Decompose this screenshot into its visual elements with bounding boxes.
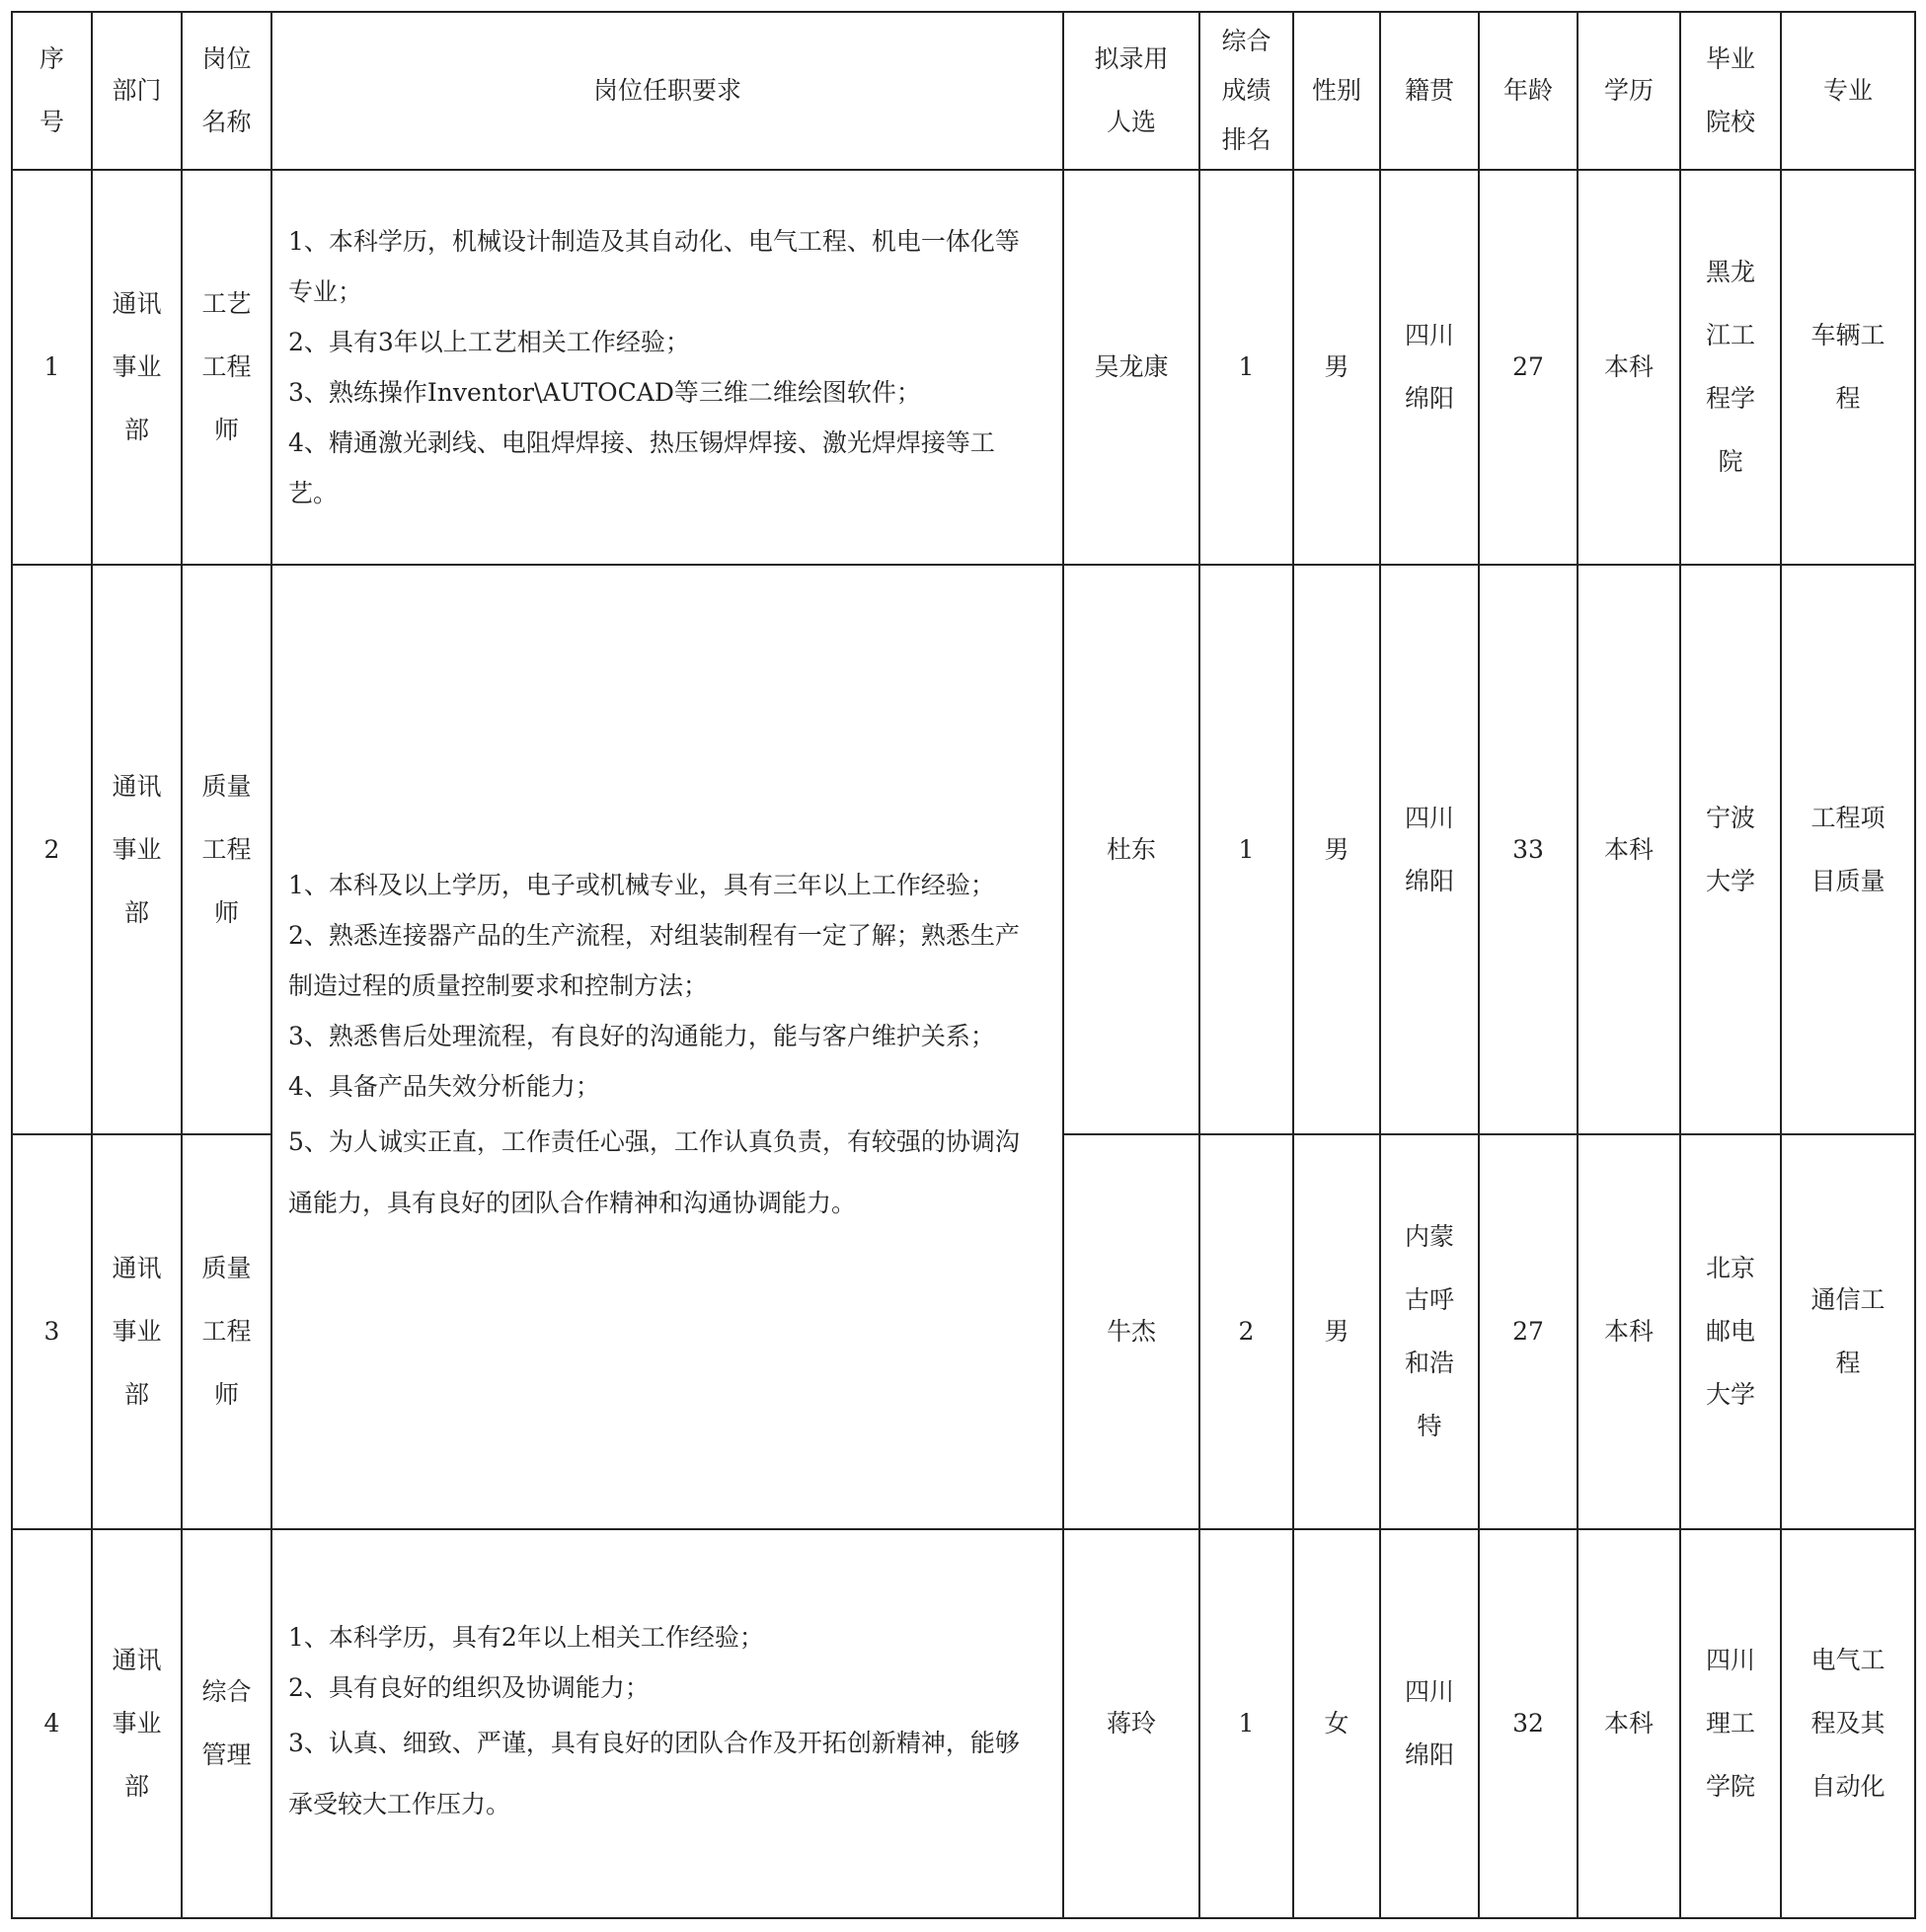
requirement-line: 3、熟悉售后处理流程，有良好的沟通能力，能与客户维护关系；	[288, 1022, 995, 1050]
cell-seq: 3	[12, 1134, 92, 1529]
cell-school: 黑龙 江工 程学 院	[1680, 170, 1781, 565]
cell-rank: 2	[1199, 1134, 1293, 1529]
requirement-line: 2、熟悉连接器产品的生产流程，对组装制程有一定了解；熟悉生产制造过程的质量控制要求和控制方法；	[288, 921, 1020, 1000]
requirement-line: 4、具备产品失效分析能力；	[288, 1072, 600, 1101]
cell-candidate: 牛杰	[1063, 1134, 1199, 1529]
cell-age: 27	[1479, 1134, 1578, 1529]
cell-edu: 本科	[1578, 565, 1680, 1134]
cell-gender: 女	[1293, 1529, 1380, 1918]
cell-major: 通信工 程	[1781, 1134, 1915, 1529]
cell-major: 工程项 目质量	[1781, 565, 1915, 1134]
header-major: 专业	[1781, 12, 1915, 170]
cell-dept: 通讯 事业 部	[92, 1134, 182, 1529]
header-school: 毕业 院校	[1680, 12, 1781, 170]
cell-post: 质量 工程 师	[182, 1134, 271, 1529]
cell-gender: 男	[1293, 565, 1380, 1134]
requirement-line: 1、本科学历，具有2年以上相关工作经验；	[288, 1623, 764, 1652]
cell-post: 综合 管理	[182, 1529, 271, 1918]
cell-seq: 1	[12, 170, 92, 565]
cell-candidate: 蒋玲	[1063, 1529, 1199, 1918]
header-gender: 性别	[1293, 12, 1380, 170]
cell-candidate: 吴龙康	[1063, 170, 1199, 565]
cell-candidate: 杜东	[1063, 565, 1199, 1134]
cell-school: 宁波 大学	[1680, 565, 1781, 1134]
cell-seq: 4	[12, 1529, 92, 1918]
recruitment-table	[11, 11, 1916, 1919]
cell-seq: 2	[12, 565, 92, 1134]
cell-requirements	[271, 170, 1063, 565]
cell-dept: 通讯 事业 部	[92, 565, 182, 1134]
cell-gender: 男	[1293, 170, 1380, 565]
table-row	[12, 1529, 1915, 1918]
cell-gender: 男	[1293, 1134, 1380, 1529]
cell-origin: 四川 绵阳	[1380, 565, 1479, 1134]
header-seq: 序 号	[12, 12, 92, 170]
cell-school: 北京 邮电 大学	[1680, 1134, 1781, 1529]
cell-post: 质量 工程 师	[182, 565, 271, 1134]
cell-edu: 本科	[1578, 1529, 1680, 1918]
requirement-line: 2、具有3年以上工艺相关工作经验；	[288, 328, 690, 356]
requirement-line: 4、精通激光剥线、电阻焊焊接、热压锡焊焊接、激光焊焊接等工艺。	[288, 428, 995, 507]
cell-edu: 本科	[1578, 1134, 1680, 1529]
cell-requirements	[271, 1529, 1063, 1918]
cell-dept: 通讯 事业 部	[92, 1529, 182, 1918]
cell-major: 电气工 程及其 自动化	[1781, 1529, 1915, 1918]
cell-major: 车辆工 程	[1781, 170, 1915, 565]
requirement-line: 3、熟练操作Inventor\AUTOCAD等三维二维绘图软件；	[288, 378, 921, 407]
cell-post: 工艺 工程 师	[182, 170, 271, 565]
cell-edu: 本科	[1578, 170, 1680, 565]
cell-origin: 四川 绵阳	[1380, 170, 1479, 565]
header-row	[12, 12, 1915, 170]
header-rank: 综合 成绩 排名	[1199, 12, 1293, 170]
cell-age: 33	[1479, 565, 1578, 1134]
cell-dept: 通讯 事业 部	[92, 170, 182, 565]
header-origin: 籍贯	[1380, 12, 1479, 170]
cell-school: 四川 理工 学院	[1680, 1529, 1781, 1918]
header-post: 岗位 名称	[182, 12, 271, 170]
requirement-line: 1、本科学历，机械设计制造及其自动化、电气工程、机电一体化等专业；	[288, 227, 1020, 306]
header-age: 年龄	[1479, 12, 1578, 170]
requirement-line: 5、为人诚实正直，工作责任心强，工作认真负责，有较强的协调沟通能力，具有良好的团队合作精神和沟通协调能力。	[288, 1127, 1020, 1217]
requirement-line: 3、认真、细致、严谨，具有良好的团队合作及开拓创新精神，能够承受较大工作压力。	[288, 1729, 1020, 1818]
header-req: 岗位任职要求	[271, 12, 1063, 170]
table-row	[12, 565, 1915, 1134]
cell-age: 32	[1479, 1529, 1578, 1918]
cell-rank: 1	[1199, 565, 1293, 1134]
cell-rank: 1	[1199, 170, 1293, 565]
cell-rank: 1	[1199, 1529, 1293, 1918]
table-row	[12, 170, 1915, 565]
cell-origin: 内蒙 古呼 和浩 特	[1380, 1134, 1479, 1529]
cell-age: 27	[1479, 170, 1578, 565]
requirement-line: 1、本科及以上学历，电子或机械专业，具有三年以上工作经验；	[288, 871, 995, 899]
cell-origin: 四川 绵阳	[1380, 1529, 1479, 1918]
requirement-line: 2、具有良好的组织及协调能力；	[288, 1673, 650, 1702]
header-candidate: 拟录用 人选	[1063, 12, 1199, 170]
cell-requirements	[271, 565, 1063, 1529]
header-dept: 部门	[92, 12, 182, 170]
header-edu: 学历	[1578, 12, 1680, 170]
